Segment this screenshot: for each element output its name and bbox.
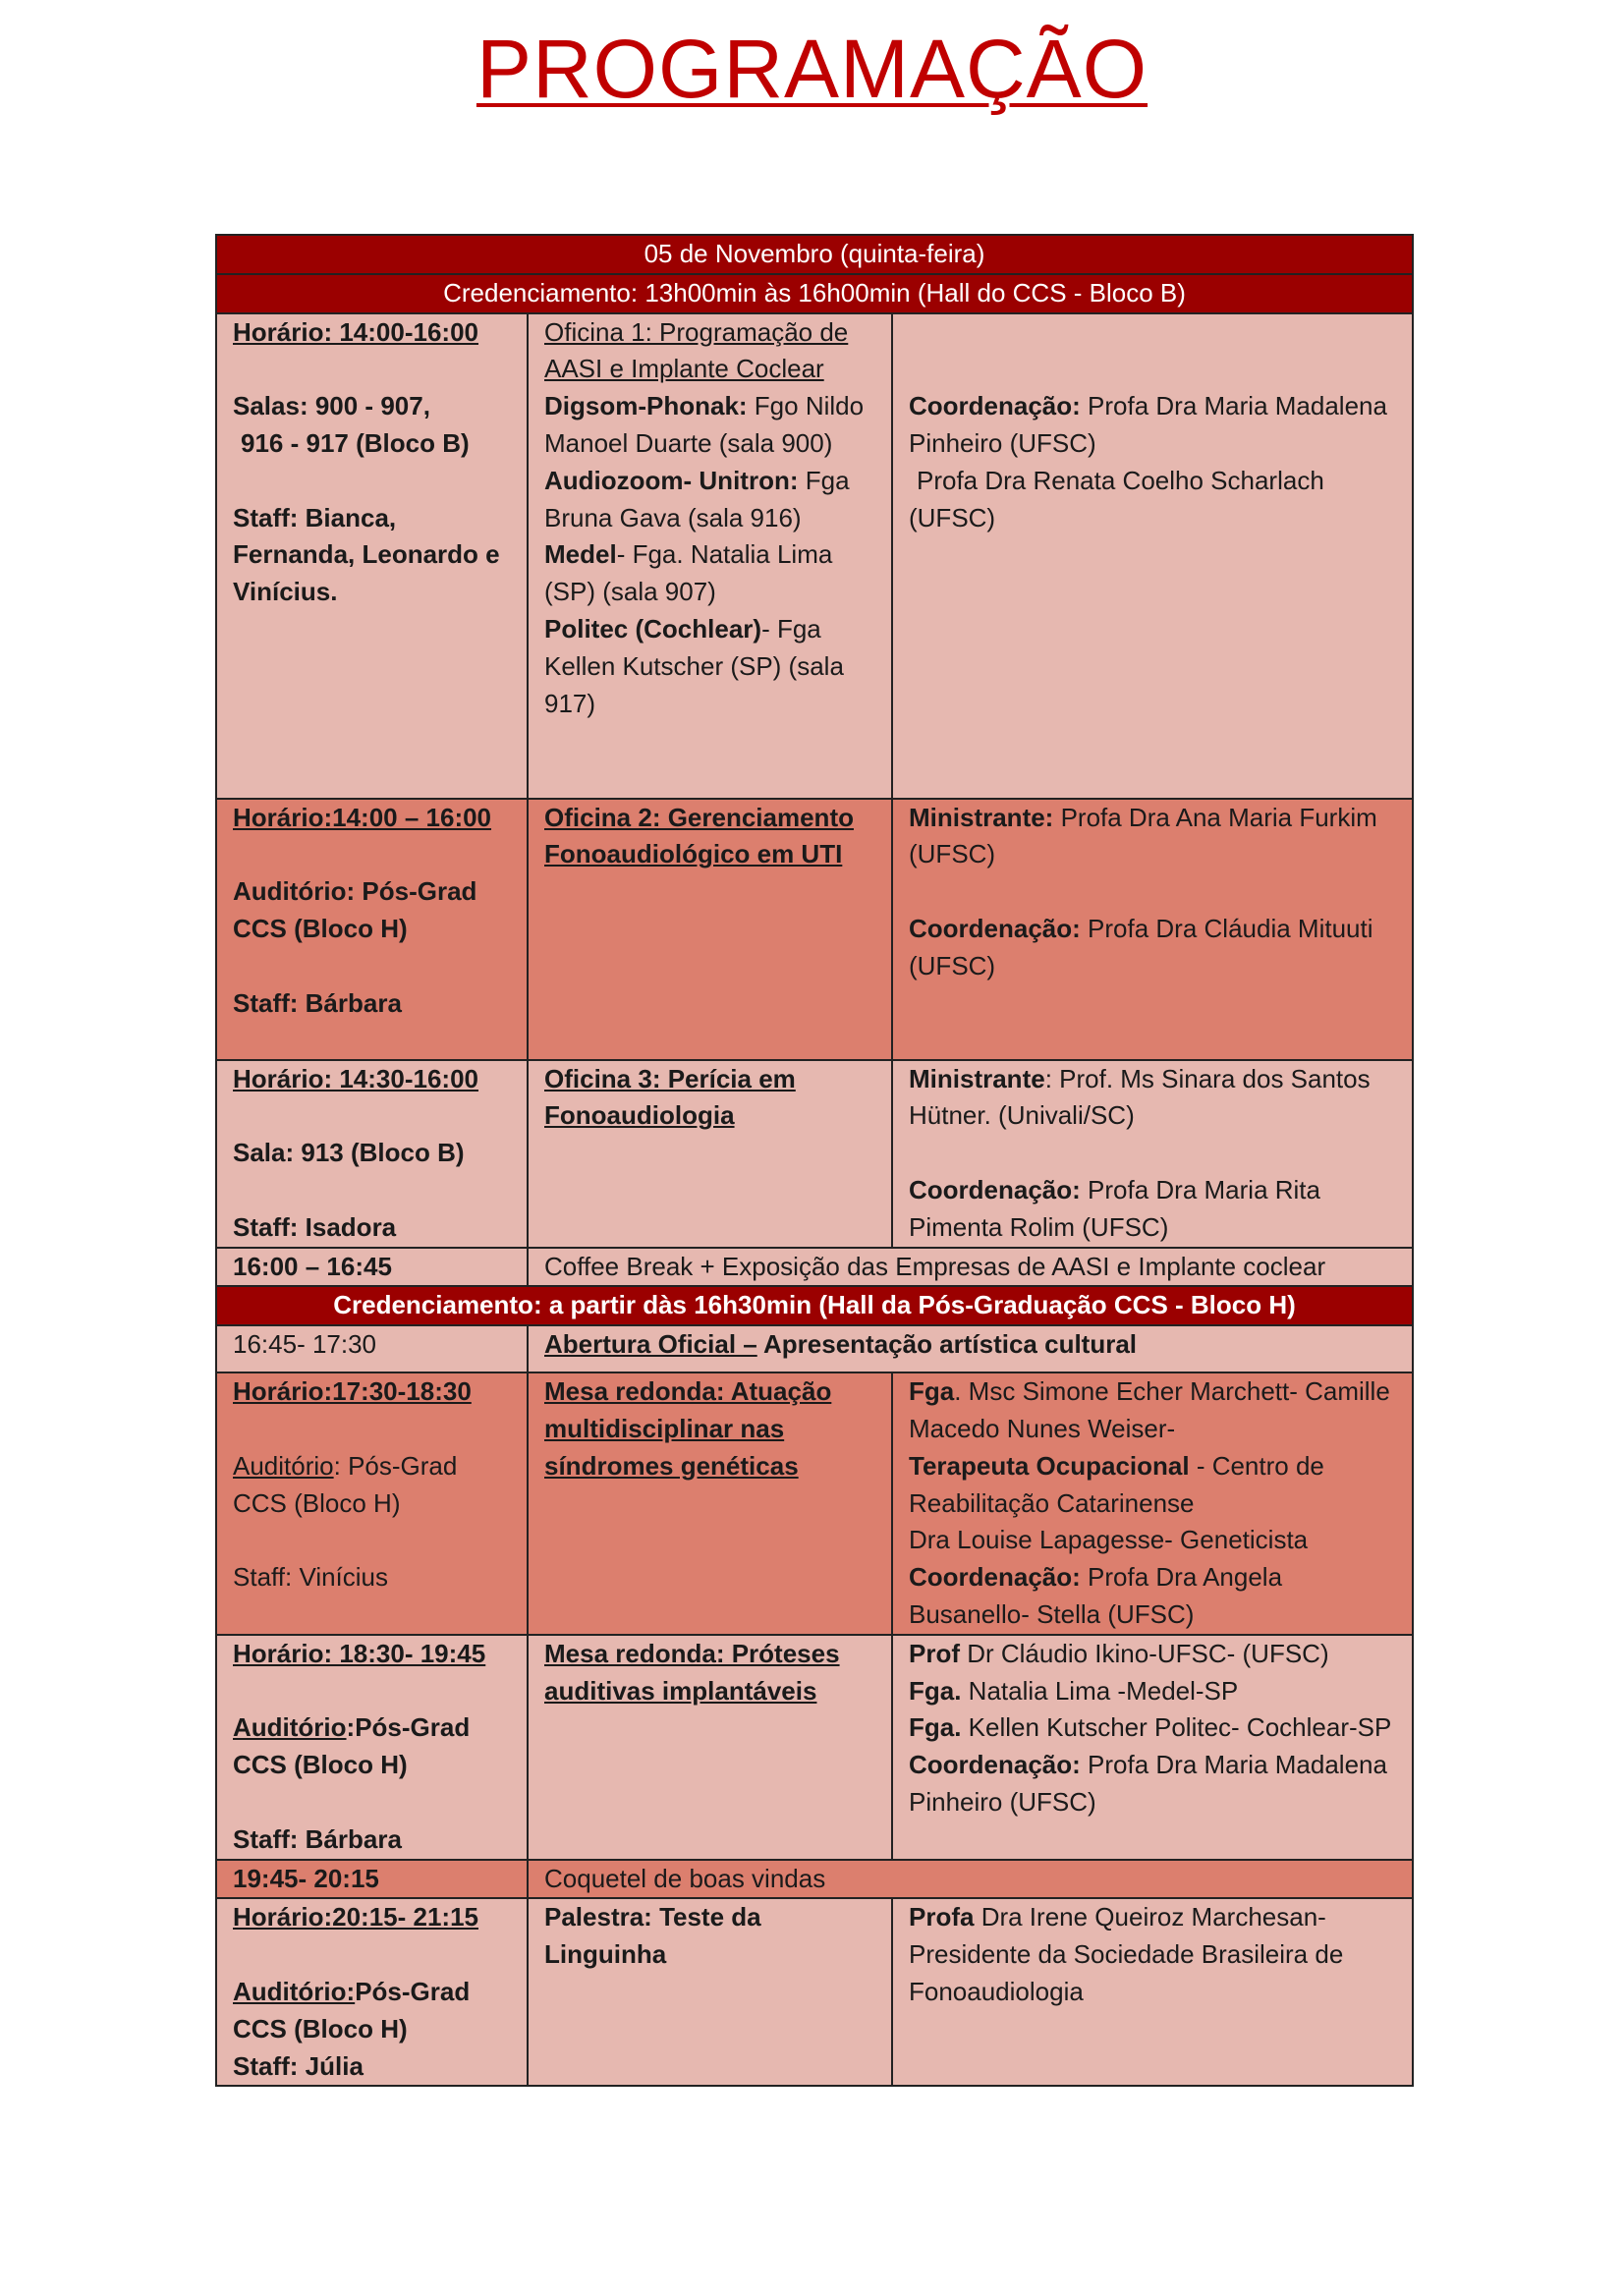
staff-label: Staff: Bianca, Fernanda, Leonardo e Vinícius. xyxy=(233,502,500,607)
person-title: Terapeuta Ocupacional xyxy=(909,1450,1190,1481)
oficina-title: Oficina 2: Gerenciamento Fonoaudiológico em UTI xyxy=(544,802,854,869)
company-detail: - Fga. Natalia Lima (SP) (sala 907) xyxy=(544,539,833,607)
people-cell xyxy=(892,1898,1413,2086)
time-label: 19:45- 20:15 xyxy=(233,1863,379,1893)
horario-label: Horário: 18:30- 19:45 xyxy=(233,1638,486,1668)
abertura-title: Abertura Oficial – xyxy=(544,1329,757,1360)
auditorio-text: : Pós-Grad CCS (Bloco H) xyxy=(233,1450,458,1518)
people-cell xyxy=(892,1060,1413,1248)
activity-cell xyxy=(528,1372,892,1635)
schedule-info-cell xyxy=(216,313,528,799)
table-row xyxy=(216,1860,1413,1899)
activity-cell xyxy=(528,1060,892,1248)
credenciamento-header: Credenciamento: a partir dàs 16h30min (Hall da Pós-Graduação CCS - Bloco H) xyxy=(216,1286,1413,1325)
ministrante-label: Ministrante: xyxy=(909,802,1054,832)
schedule-info-cell xyxy=(216,1635,528,1860)
person-title: Fga xyxy=(909,1376,955,1407)
coordenacao-label: Coordenação: xyxy=(909,391,1081,421)
horario-label: Horário:14:00 – 16:00 xyxy=(233,802,492,832)
company-name: Audiozoom- Unitron: xyxy=(544,465,799,495)
schedule-info-cell xyxy=(216,1372,528,1635)
credenciamento-row-1 xyxy=(216,274,1413,313)
staff-label: Staff: Vinícius xyxy=(233,1562,389,1593)
activity-cell: Coquetel de boas vindas xyxy=(528,1860,1413,1899)
activity-cell xyxy=(528,1325,1413,1372)
table-row xyxy=(216,1325,1413,1372)
company-name: Medel xyxy=(544,539,617,570)
horario-label: Horário:20:15- 21:15 xyxy=(233,1902,478,1932)
staff-label: Staff: Bárbara xyxy=(233,987,402,1018)
coordenacao-text: Profa Dra Maria Madalena Pinheiro (UFSC) xyxy=(909,391,1387,458)
auditorio-label: Auditório xyxy=(233,1450,334,1481)
activity-cell: Coffee Break + Exposição das Empresas de AASI e Implante coclear xyxy=(528,1248,1413,1287)
time-label: 16:45- 17:30 xyxy=(233,1329,377,1360)
schedule-table xyxy=(215,234,1414,2087)
coordenacao-label: Coordenação: xyxy=(909,1562,1081,1593)
coordenacao-label: Coordenação: xyxy=(909,1174,1081,1204)
ministrante-label: Ministrante xyxy=(909,1063,1045,1093)
time-cell xyxy=(216,1860,528,1899)
oficina-title: Oficina 1: Programação de AASI e Implante Coclear xyxy=(544,316,849,384)
ministrante-text: Profa Dra Ana Maria Furkim (UFSC) xyxy=(909,802,1377,869)
staff-label: Staff: Bárbara xyxy=(233,1823,402,1854)
time-cell xyxy=(216,1325,528,1372)
coordenacao-text: Profa Dra Angela Busanello- Stella (UFSC) xyxy=(909,1562,1283,1629)
table-row xyxy=(216,1060,1413,1248)
day-header: 05 de Novembro (quinta-feira) xyxy=(216,235,1413,274)
auditorio-label: Auditório xyxy=(233,1712,347,1743)
mesa-title: Mesa redonda: Próteses auditivas implantáveis xyxy=(544,1638,840,1706)
schedule-info-cell xyxy=(216,1060,528,1248)
page-title: PROGRAMAÇÃO xyxy=(476,23,1148,115)
activity-cell xyxy=(528,313,892,799)
coordenacao-text: Profa Dra Cláudia Mituuti (UFSC) xyxy=(909,913,1373,980)
person-text: Natalia Lima -Medel-SP xyxy=(961,1675,1239,1706)
person-text: . Msc Simone Echer Marchett- Camille Macedo Nunes Weiser- xyxy=(909,1376,1390,1443)
activity-cell xyxy=(528,1898,892,2086)
company-name: Digsom-Phonak: xyxy=(544,391,748,421)
time-label: 16:00 – 16:45 xyxy=(233,1251,392,1281)
people-cell xyxy=(892,799,1413,1060)
auditorio-text: Pós-Grad CCS (Bloco H) xyxy=(233,1976,471,2044)
horario-label: Horário:17:30-18:30 xyxy=(233,1376,472,1407)
time-cell xyxy=(216,1248,528,1287)
salas-label: Salas: 900 - 907, xyxy=(233,391,430,421)
oficina-title: Oficina 3: Perícia em Fonoaudiologia xyxy=(544,1063,796,1131)
staff-label: Staff: Isadora xyxy=(233,1211,397,1242)
horario-label: Horário: 14:00-16:00 xyxy=(233,316,478,347)
person-text: Dra Irene Queiroz Marchesan- Presidente da Sociedade Brasileira de Fonoaudiologia xyxy=(909,1902,1344,2006)
table-row xyxy=(216,1372,1413,1635)
sala-label: Sala: 913 (Bloco B) xyxy=(233,1138,465,1168)
auditorio-text: :Pós-Grad CCS (Bloco H) xyxy=(233,1712,471,1780)
day-header-row xyxy=(216,235,1413,274)
coordenacao-text: Profa Dra Maria Rita Pimenta Rolim (UFSC) xyxy=(909,1174,1320,1242)
table-row xyxy=(216,313,1413,799)
table-row xyxy=(216,1248,1413,1287)
coordenacao-label: Coordenação: xyxy=(909,1750,1081,1780)
person-title: Fga. xyxy=(909,1675,962,1706)
activity-cell xyxy=(528,799,892,1060)
company-detail: - Fga Kellen Kutscher (SP) (sala 917) xyxy=(544,613,844,718)
people-cell xyxy=(892,313,1413,799)
palestra-title: Palestra: Teste da Linguinha xyxy=(544,1902,761,1970)
schedule-info-cell xyxy=(216,799,528,1060)
mesa-title: Mesa redonda: Atuação multidisciplinar nas síndromes genéticas xyxy=(544,1376,832,1481)
table-row xyxy=(216,799,1413,1060)
staff-label: Staff: Júlia xyxy=(233,2050,364,2081)
auditorio-label: Auditório: xyxy=(233,1976,356,2006)
table-row xyxy=(216,1635,1413,1860)
person-title: Profa xyxy=(909,1902,975,1932)
company-detail: Fgo Nildo Manoel Duarte (sala 900) xyxy=(544,391,865,458)
person-title: Prof xyxy=(909,1638,960,1668)
coordenacao-text: Profa Dra Maria Madalena Pinheiro (UFSC) xyxy=(909,1750,1387,1817)
ministrante-text: : Prof. Ms Sinara dos Santos Hütner. (Univali/SC) xyxy=(909,1063,1371,1131)
credenciamento-row-2 xyxy=(216,1286,1413,1325)
salas-label-2: 916 - 917 (Bloco B) xyxy=(241,427,470,458)
person-title: Fga. xyxy=(909,1712,962,1743)
person-text: - Centro de Reabilitação Catarinense xyxy=(909,1450,1324,1518)
people-cell xyxy=(892,1372,1413,1635)
horario-label: Horário: 14:30-16:00 xyxy=(233,1063,478,1093)
company-name: Politec (Cochlear) xyxy=(544,613,762,644)
company-detail: Fga Bruna Gava (sala 916) xyxy=(544,465,850,532)
credenciamento-header: Credenciamento: 13h00min às 16h00min (Hall do CCS - Bloco B) xyxy=(216,274,1413,313)
activity-cell xyxy=(528,1635,892,1860)
abertura-text: Apresentação artística cultural xyxy=(756,1329,1138,1360)
table-row xyxy=(216,1898,1413,2086)
schedule-info-cell xyxy=(216,1898,528,2086)
person-text: Dra Louise Lapagesse- Geneticista xyxy=(909,1525,1309,1555)
coordenacao-text-2: Profa Dra Renata Coelho Scharlach (UFSC) xyxy=(909,465,1324,532)
people-cell xyxy=(892,1635,1413,1860)
person-text: Kellen Kutscher Politec- Cochlear-SP xyxy=(961,1712,1392,1743)
local-label: Auditório: Pós-Grad CCS (Bloco H) xyxy=(233,876,477,943)
coordenacao-label: Coordenação: xyxy=(909,913,1081,943)
person-text: Dr Cláudio Ikino-UFSC- (UFSC) xyxy=(960,1638,1329,1668)
